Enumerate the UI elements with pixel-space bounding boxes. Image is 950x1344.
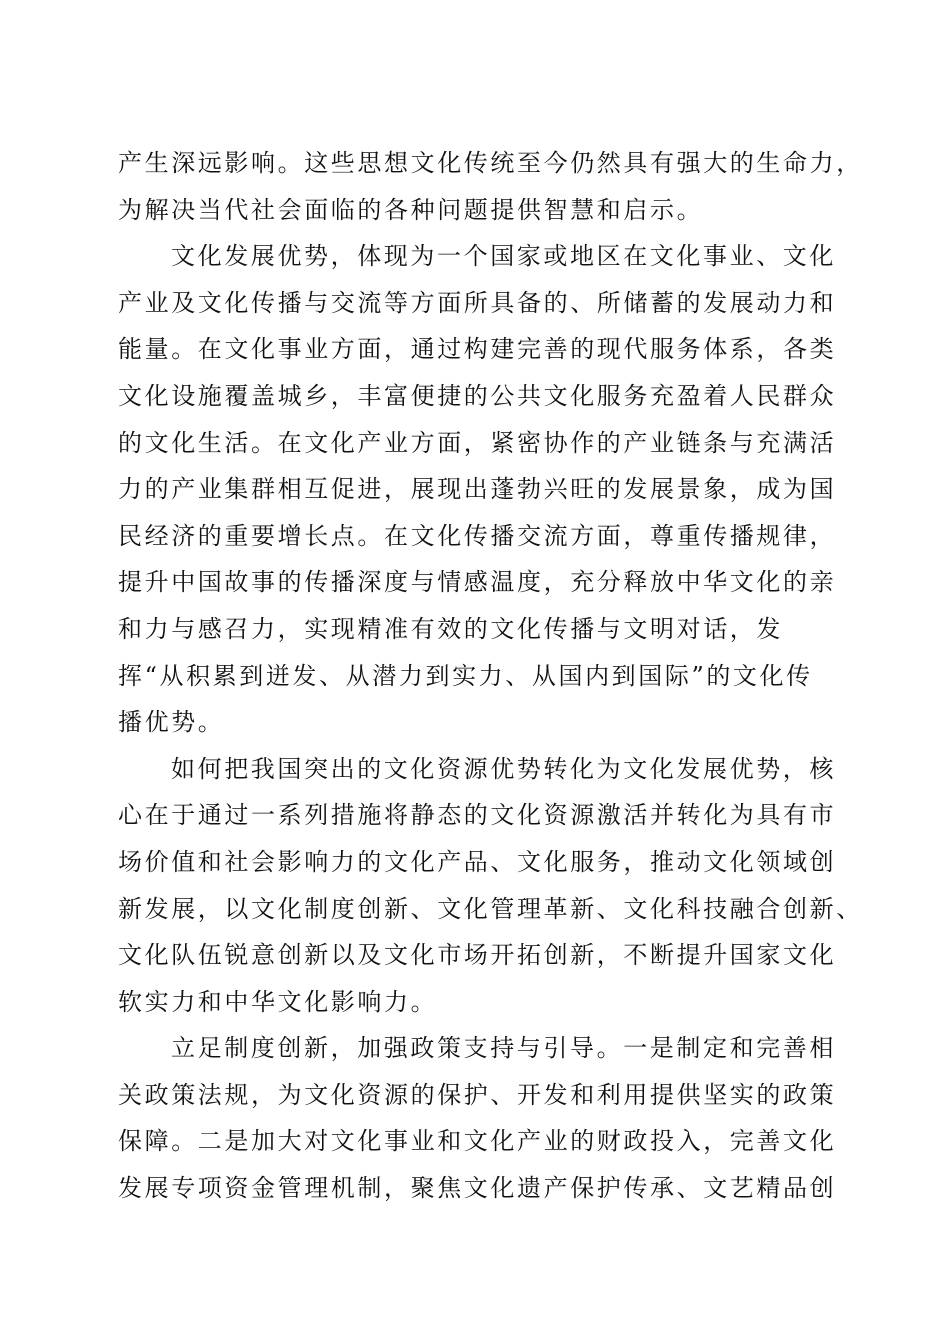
text-line: 的文化生活。在文化产业方面，紧密协作的产业链条与充满活 (118, 428, 837, 457)
text-line: 场价值和社会影响力的文化产品、文化服务，推动文化领域创 (118, 847, 837, 876)
text-line: 和力与感召力，实现精准有效的文化传播与文明对话，发 (118, 614, 783, 643)
text-line: 新发展，以文化制度创新、文化管理革新、文化科技融合创新、 (118, 894, 863, 923)
text-line: 为解决当代社会面临的各种问题提供智慧和启示。 (118, 195, 704, 224)
text-line: 播优势。 (118, 708, 225, 737)
body-text (118, 140, 863, 1212)
text-line: 挥“从积累到迸发、从潜力到实力、从国内到国际”的文化传 (118, 661, 813, 690)
paragraph-start-line: 如何把我国突出的文化资源优势转化为文化发展优势，核 (171, 754, 836, 783)
text-line: 关政策法规，为文化资源的保护、开发和利用提供坚实的政策 (118, 1080, 837, 1109)
text-line: 文化设施覆盖城乡，丰富便捷的公共文化服务充盈着人民群众 (118, 381, 837, 410)
paragraph-start-line: 立足制度创新，加强政策支持与引导。一是制定和完善相 (171, 1034, 836, 1063)
text-line: 产业及文化传播与交流等方面所具备的、所储蓄的发展动力和 (118, 288, 837, 317)
text-line: 力的产业集群相互促进，展现出蓬勃兴旺的发展景象，成为国 (118, 475, 837, 504)
text-line: 民经济的重要增长点。在文化传播交流方面，尊重传播规律， (118, 521, 837, 550)
text-line: 保障。二是加大对文化事业和文化产业的财政投入，完善文化 (118, 1127, 837, 1156)
text-line: 心在于通过一系列措施将静态的文化资源激活并转化为具有市 (118, 801, 837, 830)
text-line: 提升中国故事的传播深度与情感温度，充分释放中华文化的亲 (118, 568, 837, 597)
text-line: 文化队伍锐意创新以及文化市场开拓创新，不断提升国家文化 (118, 941, 837, 970)
paragraph-start-line: 文化发展优势，体现为一个国家或地区在文化事业、文化 (171, 242, 836, 271)
text-line: 发展专项资金管理机制，聚焦文化遗产保护传承、文艺精品创 (118, 1174, 837, 1203)
text-line: 软实力和中华文化影响力。 (118, 987, 438, 1016)
text-line: 能量。在文化事业方面，通过构建完善的现代服务体系，各类 (118, 335, 837, 364)
text-line: 产生深远影响。这些思想文化传统至今仍然具有强大的生命力， (118, 149, 863, 177)
